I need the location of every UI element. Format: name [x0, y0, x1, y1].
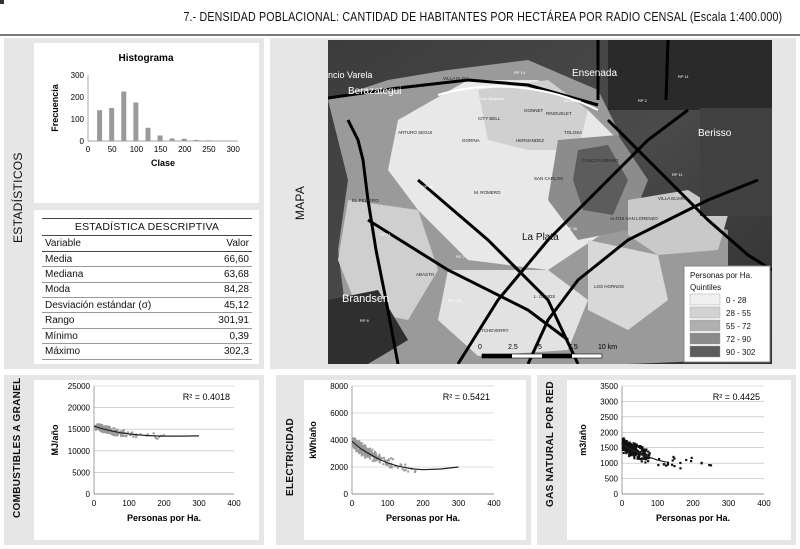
legend-label: 55 - 72	[726, 322, 751, 331]
histogram-bar	[109, 108, 114, 141]
data-point	[633, 457, 635, 459]
section-label-gas: GAS NATURAL POR RED	[545, 381, 556, 507]
data-point	[648, 454, 650, 456]
legend-swatch	[690, 320, 720, 331]
road-label-2: Cno Belgrano	[480, 96, 505, 101]
place-gonnet: GONNET	[524, 108, 544, 113]
place-l-olmos: L. OLMOS	[534, 294, 556, 299]
y-tick: 1500	[600, 443, 618, 453]
elec-chart-box	[304, 380, 526, 540]
y-tick: 6000	[330, 409, 348, 418]
data-point	[105, 432, 107, 434]
data-point	[387, 464, 389, 466]
histogram-bar	[145, 128, 150, 141]
page-title: 7.- DENSIDAD POBLACIONAL: CANTIDAD DE HABITANTES POR HECTÁREA POR RADIO CENSAL (Escala 1:400.000)	[183, 9, 782, 24]
data-point	[635, 444, 637, 446]
histogram-x-tick: 250	[202, 145, 216, 154]
stats-table-title: ESTADÍSTICA DESCRIPTIVA	[42, 218, 252, 236]
y-tick: 4000	[330, 436, 348, 445]
scale-tick-label: 5	[538, 344, 542, 351]
data-point	[371, 451, 373, 453]
data-point	[673, 465, 675, 467]
data-point	[364, 456, 366, 458]
data-point	[155, 437, 157, 439]
fuel-chart-box	[34, 380, 259, 540]
legend-swatch	[690, 346, 720, 357]
x-tick: 200	[416, 499, 430, 508]
data-point	[131, 431, 133, 433]
stats-row	[42, 328, 252, 343]
y-tick: 0	[343, 490, 348, 499]
stats-row	[42, 344, 252, 359]
data-point	[378, 454, 380, 456]
place-gorina: GORINA	[462, 138, 480, 143]
data-point	[115, 432, 117, 434]
y-tick: 2000	[600, 428, 618, 438]
stats-label: Desviación estándar (σ)	[42, 298, 200, 313]
x-axis-label: Personas por Ha.	[385, 513, 461, 523]
legend-swatch	[690, 307, 720, 318]
data-point	[403, 469, 405, 471]
data-point	[401, 468, 403, 470]
data-point	[364, 452, 366, 454]
road-label-5: RP 2	[456, 254, 465, 259]
data-point	[639, 458, 641, 460]
data-point	[632, 446, 634, 448]
data-point	[103, 430, 105, 432]
data-point	[123, 429, 125, 431]
data-point	[667, 462, 669, 464]
road-label-4: RP 11	[380, 232, 391, 237]
histogram-title: Histograma	[118, 53, 174, 64]
data-point	[373, 453, 375, 455]
data-point	[665, 465, 667, 467]
stats-table	[42, 218, 252, 360]
x-tick: 200	[686, 499, 700, 508]
data-point	[407, 471, 409, 473]
data-point	[622, 449, 624, 451]
stats-label: Media	[42, 251, 200, 266]
data-point	[352, 437, 354, 439]
data-point	[671, 464, 673, 466]
data-point	[647, 460, 649, 462]
section-label-fuel: COMBUSTIBLES A GRANEL	[12, 377, 23, 518]
y-tick: 5000	[72, 468, 90, 478]
data-point	[369, 458, 371, 460]
data-point	[663, 463, 665, 465]
data-point	[124, 435, 126, 437]
stats-row	[42, 267, 252, 282]
data-point	[397, 467, 399, 469]
scale-tick-label: 10 km	[598, 344, 618, 351]
histogram-bar	[121, 92, 126, 142]
data-point	[637, 458, 639, 460]
data-point	[372, 460, 374, 462]
stats-value: 45,12	[200, 298, 252, 313]
data-point	[622, 441, 624, 443]
data-point	[623, 439, 625, 441]
histogram-y-label: Frecuencia	[50, 84, 60, 132]
x-axis-label: Personas por Ha.	[655, 513, 731, 523]
place-la-plata: La Plata	[522, 232, 559, 243]
y-axis-label: m3/año	[578, 424, 588, 456]
road-label-7: RP 215	[448, 298, 462, 303]
place-casco-urbano: CASCO URBANO	[582, 158, 619, 163]
data-point	[352, 443, 354, 445]
section-label-estadisticos: ESTADÍSTICOS	[11, 152, 25, 243]
road-label-10: RP 11	[672, 172, 683, 177]
stats-row	[42, 282, 252, 297]
data-point	[364, 447, 366, 449]
y-tick: 25000	[67, 382, 90, 391]
stats-value: 302,3	[200, 344, 252, 359]
road-label-6: RP 36	[566, 226, 578, 231]
histogram-bar	[158, 136, 163, 142]
fuel-scatter-chart	[34, 380, 259, 540]
histogram-chart	[34, 43, 259, 203]
data-point	[691, 457, 693, 459]
data-point	[630, 451, 632, 453]
col-variable: Variable	[42, 236, 200, 251]
data-point	[625, 450, 627, 452]
data-point	[634, 452, 636, 454]
place-etcheverry: ETCHEVERRY	[478, 328, 509, 333]
data-point	[641, 460, 643, 462]
data-point	[400, 464, 402, 466]
data-point	[392, 458, 394, 460]
data-point	[361, 445, 363, 447]
y-tick: 3500	[600, 382, 618, 391]
legend-label: 28 - 55	[726, 309, 751, 318]
data-point	[120, 435, 122, 437]
place-berisso: Berisso	[698, 128, 732, 139]
histogram-x-tick: 50	[107, 145, 117, 154]
data-point	[623, 452, 625, 454]
place-tolosa: TOLOSA	[564, 130, 583, 135]
y-tick: 1000	[600, 459, 618, 469]
section-label-elec: ELECTRICIDAD	[285, 417, 296, 497]
scale-tick-label: 0	[478, 344, 482, 351]
data-point	[116, 435, 118, 437]
data-point	[373, 460, 375, 462]
x-axis-label: Personas por Ha.	[126, 513, 202, 523]
place-fragment: ncio Varela	[328, 70, 373, 80]
histogram-x-label: Clase	[150, 158, 176, 168]
data-point	[638, 456, 640, 458]
data-point	[641, 446, 643, 448]
data-point	[634, 447, 636, 449]
road-label-8: RP 6	[360, 318, 369, 323]
data-point	[367, 456, 369, 458]
x-tick: 200	[157, 499, 171, 508]
place-ensenada: Ensenada	[572, 68, 618, 79]
scale-tick-label: 2.5	[508, 344, 518, 351]
col-valor: Valor	[200, 236, 252, 251]
data-point	[121, 430, 123, 432]
stats-row	[42, 298, 252, 313]
data-point	[358, 440, 360, 442]
legend-label: 0 - 28	[726, 296, 747, 305]
x-tick: 100	[650, 499, 665, 508]
histogram-bar	[133, 103, 138, 142]
data-point	[672, 459, 674, 461]
scale-bar-seg-3	[542, 354, 572, 358]
data-point	[95, 428, 97, 430]
x-tick: 0	[91, 499, 97, 508]
place-hernandez: HERNANDEZ	[516, 138, 545, 143]
road-label-12: RP 11	[678, 74, 689, 79]
place-arturo-segui: ARTURO SEGUI	[398, 130, 433, 135]
r-squared-label: R² = 0.5421	[442, 392, 490, 402]
data-point	[103, 426, 105, 428]
data-point	[135, 436, 137, 438]
data-point	[379, 461, 381, 463]
x-tick: 300	[721, 499, 736, 508]
histogram-bar	[97, 110, 102, 141]
x-tick: 400	[227, 499, 241, 508]
place-villa-elvira: VILLA ELVIRA	[658, 196, 687, 201]
y-tick: 2000	[330, 463, 348, 472]
x-tick: 400	[757, 499, 771, 508]
header	[0, 0, 800, 36]
place-el-peligro: EL PELIGRO	[352, 198, 379, 203]
x-tick: 300	[451, 499, 466, 508]
x-tick: 300	[192, 499, 206, 508]
y-tick: 0	[85, 490, 90, 499]
x-tick: 0	[619, 499, 625, 508]
density-map	[328, 40, 772, 364]
header-rule	[0, 34, 800, 36]
histogram-x-tick: 200	[178, 145, 192, 154]
data-point	[679, 462, 681, 464]
x-tick: 100	[380, 499, 395, 508]
stats-row	[42, 313, 252, 328]
y-tick: 0	[613, 490, 618, 499]
road-vertical-east	[666, 40, 668, 100]
scale-bar-seg-1	[482, 354, 512, 358]
stats-value: 63,68	[200, 267, 252, 282]
legend-swatch	[690, 294, 720, 305]
histogram-x-tick: 0	[85, 145, 91, 154]
data-point	[645, 458, 647, 460]
y-tick: 8000	[330, 382, 348, 391]
place-altos-san-lorenzo: ALTOS SAN LORENZO	[610, 216, 658, 221]
place-los-hornos: LOS HORNOS	[594, 284, 625, 289]
data-point	[113, 427, 115, 429]
data-point	[708, 464, 710, 466]
stats-value: 84,28	[200, 282, 252, 297]
y-tick: 2500	[600, 412, 618, 422]
y-axis-label: MJ/año	[50, 424, 60, 456]
data-point	[700, 462, 702, 464]
legend-label: 90 - 302	[726, 348, 756, 357]
stats-value: 301,91	[200, 313, 252, 328]
data-point	[388, 458, 390, 460]
place-san-carlos: SAN CARLOS	[534, 176, 564, 181]
stats-label: Moda	[42, 282, 200, 297]
map-legend	[684, 266, 770, 362]
place-city-bell: CITY BELL	[478, 116, 501, 121]
stats-row	[42, 251, 252, 266]
data-point	[127, 431, 129, 433]
legend-swatch	[690, 333, 720, 344]
data-point	[404, 464, 406, 466]
data-point	[643, 458, 645, 460]
scale-tick-label: 7.5	[568, 344, 578, 351]
histogram-bar	[182, 139, 187, 141]
histogram-y-tick: 200	[70, 93, 84, 102]
data-point	[657, 464, 659, 466]
legend-title: Personas por Ha.	[690, 271, 753, 280]
data-point	[685, 459, 687, 461]
histogram-y-tick: 100	[70, 115, 84, 124]
data-point	[383, 457, 385, 459]
data-point	[679, 467, 681, 469]
data-point	[353, 447, 355, 449]
stats-value: 66,60	[200, 251, 252, 266]
data-point	[390, 457, 392, 459]
road-label-3: RP 36	[422, 184, 434, 189]
histogram-x-tick: 100	[129, 145, 144, 154]
data-point	[642, 451, 644, 453]
data-point	[630, 454, 632, 456]
data-point	[390, 465, 392, 467]
r-squared-label: R² = 0.4018	[182, 392, 230, 402]
data-point	[644, 461, 646, 463]
y-tick: 15000	[67, 425, 90, 435]
road-label-9: AU Bs As	[564, 98, 581, 103]
histogram-bar	[170, 138, 175, 141]
data-point	[99, 424, 101, 426]
data-point	[672, 456, 674, 458]
stats-label: Mediana	[42, 267, 200, 282]
section-label-mapa: MAPA	[293, 185, 307, 221]
stats-label: Mínimo	[42, 328, 200, 343]
data-point	[380, 457, 382, 459]
gas-chart-box	[567, 380, 791, 540]
elec-scatter-chart	[304, 380, 526, 540]
data-point	[132, 436, 134, 438]
stats-value: 0,39	[200, 328, 252, 343]
histogram-y-tick: 300	[70, 71, 84, 80]
stats-label: Máximo	[42, 344, 200, 359]
road-label-1: RP 14	[514, 70, 526, 75]
place-abasto: ABASTO	[416, 272, 435, 277]
place-ringuelet: RINGUELET	[546, 111, 572, 116]
histogram-x-tick: 150	[153, 145, 168, 154]
data-point	[361, 442, 363, 444]
data-point	[690, 460, 692, 462]
place-villa-elisa: VILLA ELISA	[443, 76, 470, 81]
river-area	[608, 40, 772, 110]
data-point	[356, 450, 358, 452]
y-axis-label: kWh/año	[308, 421, 318, 459]
road-label-11: RP 2	[638, 98, 647, 103]
place-m-romero: M. ROMERO	[474, 190, 501, 195]
data-point	[633, 443, 635, 445]
data-point	[414, 470, 416, 472]
y-tick: 3000	[600, 397, 618, 407]
data-point	[110, 433, 112, 435]
header-corner-mark	[0, 0, 4, 4]
data-point	[153, 432, 155, 434]
data-point	[358, 449, 360, 451]
y-tick: 20000	[67, 403, 90, 413]
histogram-box	[34, 43, 259, 203]
data-point	[355, 440, 357, 442]
x-tick: 400	[487, 499, 501, 508]
r-squared-label: R² = 0.4425	[712, 392, 760, 402]
histogram-bar	[194, 140, 199, 141]
histogram-y-tick: 0	[79, 137, 84, 146]
stats-label: Rango	[42, 313, 200, 328]
y-tick: 500	[604, 474, 618, 484]
data-point	[109, 426, 111, 428]
data-point	[358, 442, 360, 444]
legend-subtitle: Quintiles	[690, 283, 722, 292]
data-point	[627, 442, 629, 444]
x-tick: 100	[122, 499, 136, 508]
place-brandsen: Brandsen	[342, 293, 390, 305]
data-point	[363, 444, 365, 446]
place-berazategui: Berazategui	[348, 86, 402, 97]
histogram-x-tick: 300	[226, 145, 240, 154]
gas-scatter-chart	[567, 380, 791, 540]
data-point	[645, 449, 647, 451]
data-points	[622, 437, 712, 469]
data-point	[641, 449, 643, 451]
y-tick: 10000	[67, 446, 90, 456]
legend-label: 72 - 90	[726, 335, 751, 344]
data-point	[157, 438, 159, 440]
data-points	[95, 423, 165, 439]
data-point	[382, 463, 384, 465]
histogram-bar	[206, 140, 211, 141]
data-point	[629, 454, 631, 456]
x-tick: 0	[349, 499, 355, 508]
data-point	[361, 454, 363, 456]
data-point	[647, 451, 649, 453]
data-point	[369, 448, 371, 450]
stats-table-header	[42, 236, 252, 251]
